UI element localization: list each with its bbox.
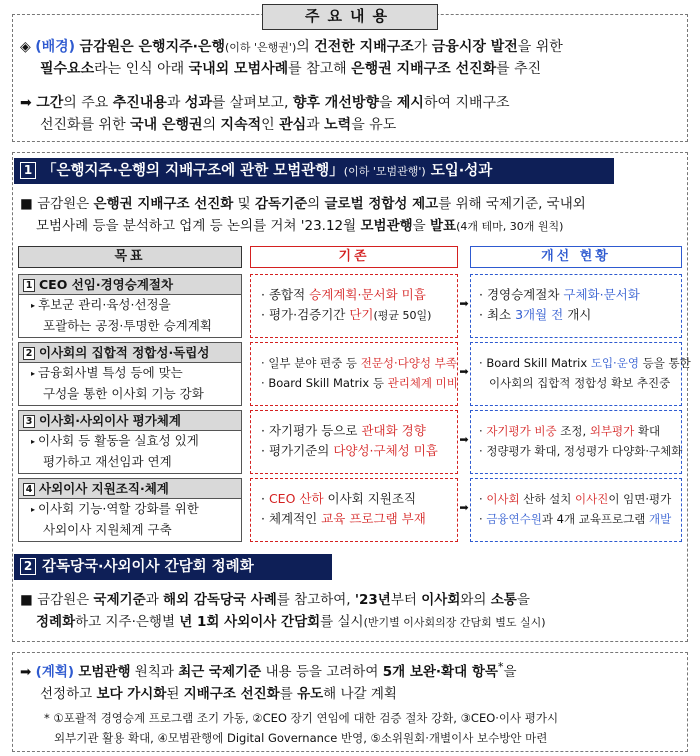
sec2-para-line-1: ■ 금감원은 국제기준과 해외 감독당국 사례를 참고하여, '23년부터 이사회와의 소통을	[20, 592, 530, 608]
summary-line-1: ◈ (배경) 금감원은 은행지주·은행(이하 '은행권')의 건전한 지배구조가 금융시장 발전을 위한	[20, 39, 563, 55]
triangle-bullet-icon: ▸	[31, 505, 36, 514]
column-header-improvement: 개선 현황	[470, 246, 682, 268]
improvement-cell-1: · 경영승계절차 구체화·문서화 · 최소 3개월 전 개시	[470, 274, 682, 338]
sec1-para-line-1: ■ 금감원은 은행권 지배구조 선진화 및 감독기준의 글로벌 정합성 제고를 위해 국제기준, 국내외	[20, 196, 586, 212]
triangle-bullet-icon: ▸	[31, 301, 36, 310]
footnote-line-1: * ①포괄적 경영승계 프로그램 조기 가동, ②CEO 장기 연임에 대한 검증 절차 강화, ③CEO·이사 평가시	[44, 711, 559, 725]
improvement-cell-3: · 자기평가 비중 조정, 외부평가 확대 · 정량평가 확대, 정성평가 다양화·구체화	[470, 410, 682, 474]
existing-cell-2: · 일부 분야 편중 등 전문성·다양성 부족 · Board Skill Matrix 등 관리체계 미비	[250, 342, 458, 406]
square-bullet-icon: ■	[20, 592, 33, 608]
plan-line-1: ➡ (계획) 모범관행 원칙과 최근 국제기준 내용 등을 고려하여 5개 보완·확대 항목*을	[20, 660, 517, 680]
arrow-right-icon: ➡	[459, 297, 469, 310]
arrow-right-icon: ➡	[459, 501, 469, 514]
improvement-cell-2: · Board Skill Matrix 도입·운영 등을 통한 이사회의 집합적 정합성 확보 추진중	[470, 342, 682, 406]
arrow-right-icon: ➡	[459, 365, 469, 378]
section-1-heading: 1 「은행지주·은행의 지배구조에 관한 모범관행」(이하 '모범관행') 도입·성과	[14, 158, 614, 184]
column-header-existing: 기존	[250, 246, 458, 268]
improvement-cell-4: · 이사회 산하 설치 이사진이 임면·평가 · 금융연수원과 4개 교육프로그램 개발	[470, 478, 682, 542]
summary-line-3: ➡ 그간의 주요 추진내용과 성과를 살펴보고, 향후 개선방향을 제시하여 지배구조	[20, 95, 510, 111]
summary-line-4: 선진화를 위한 국내 은행권의 지속적인 관심과 노력을 유도	[40, 117, 397, 133]
diamond-bullet-icon: ◈	[20, 39, 31, 55]
summary-line-2: 필수요소라는 인식 아래 국내외 모범사례를 참고해 은행권 지배구조 선진화를 추진	[40, 61, 542, 77]
existing-cell-1: · 종합적 승계계획·문서화 미흡 · 평가·검증기간 단기(평균 50일)	[250, 274, 458, 338]
sec1-para-line-2: 모범사례 등을 분석하고 업계 등 논의를 거쳐 '23.12월 모범관행을 발표(4개 테마, 30개 원칙)	[36, 218, 564, 234]
page-title: 주요내용	[262, 4, 438, 30]
triangle-bullet-icon: ▸	[31, 369, 36, 378]
arrow-right-icon: ➡	[20, 664, 32, 680]
goal-cell-3: 3 이사회·사외이사 평가체계 ▸ 이사회 등 활동을 실효성 있게 평가하고 재선임과 연계	[18, 410, 242, 474]
goal-cell-4: 4 사외이사 지원조직·체계 ▸ 이사회 기능·역할 강화를 위한 사외이사 지원체계 구축	[18, 478, 242, 542]
existing-cell-4: · CEO 산하 이사회 지원조직 · 체계적인 교육 프로그램 부재	[250, 478, 458, 542]
footnote-line-2: 외부기관 활용 확대, ④모범관행에 Digital Governance 반영, ⑤소위원회·개별이사 보수방안 마련	[54, 731, 548, 745]
plan-line-2: 선정하고 보다 가시화된 지배구조 선진화를 유도해 나갈 계획	[40, 686, 397, 702]
sec2-para-line-2: 정례화하고 지주·은행별 년 1회 사외이사 간담회를 실시(반기별 이사회의장 간담회 별도 실시)	[36, 614, 546, 630]
triangle-bullet-icon: ▸	[31, 437, 36, 446]
existing-cell-3: · 자기평가 등으로 관대화 경향 · 평가기준의 다양성·구체성 미흡	[250, 410, 458, 474]
arrow-right-icon: ➡	[459, 433, 469, 446]
goal-cell-1: 1 CEO 선임·경영승계절차 ▸ 후보군 관리·육성·선정을 포괄하는 공정·투명한 승계계획	[18, 274, 242, 338]
square-bullet-icon: ■	[20, 196, 33, 212]
goal-cell-2: 2 이사회의 집합적 정합성·독립성 ▸ 금융회사별 특성 등에 맞는 구성을 통한 이사회 기능 강화	[18, 342, 242, 406]
column-header-goal: 목표	[18, 246, 242, 268]
section-2-heading: 2 감독당국·사외이사 간담회 정례화	[14, 554, 332, 580]
arrow-right-icon: ➡	[20, 95, 32, 111]
